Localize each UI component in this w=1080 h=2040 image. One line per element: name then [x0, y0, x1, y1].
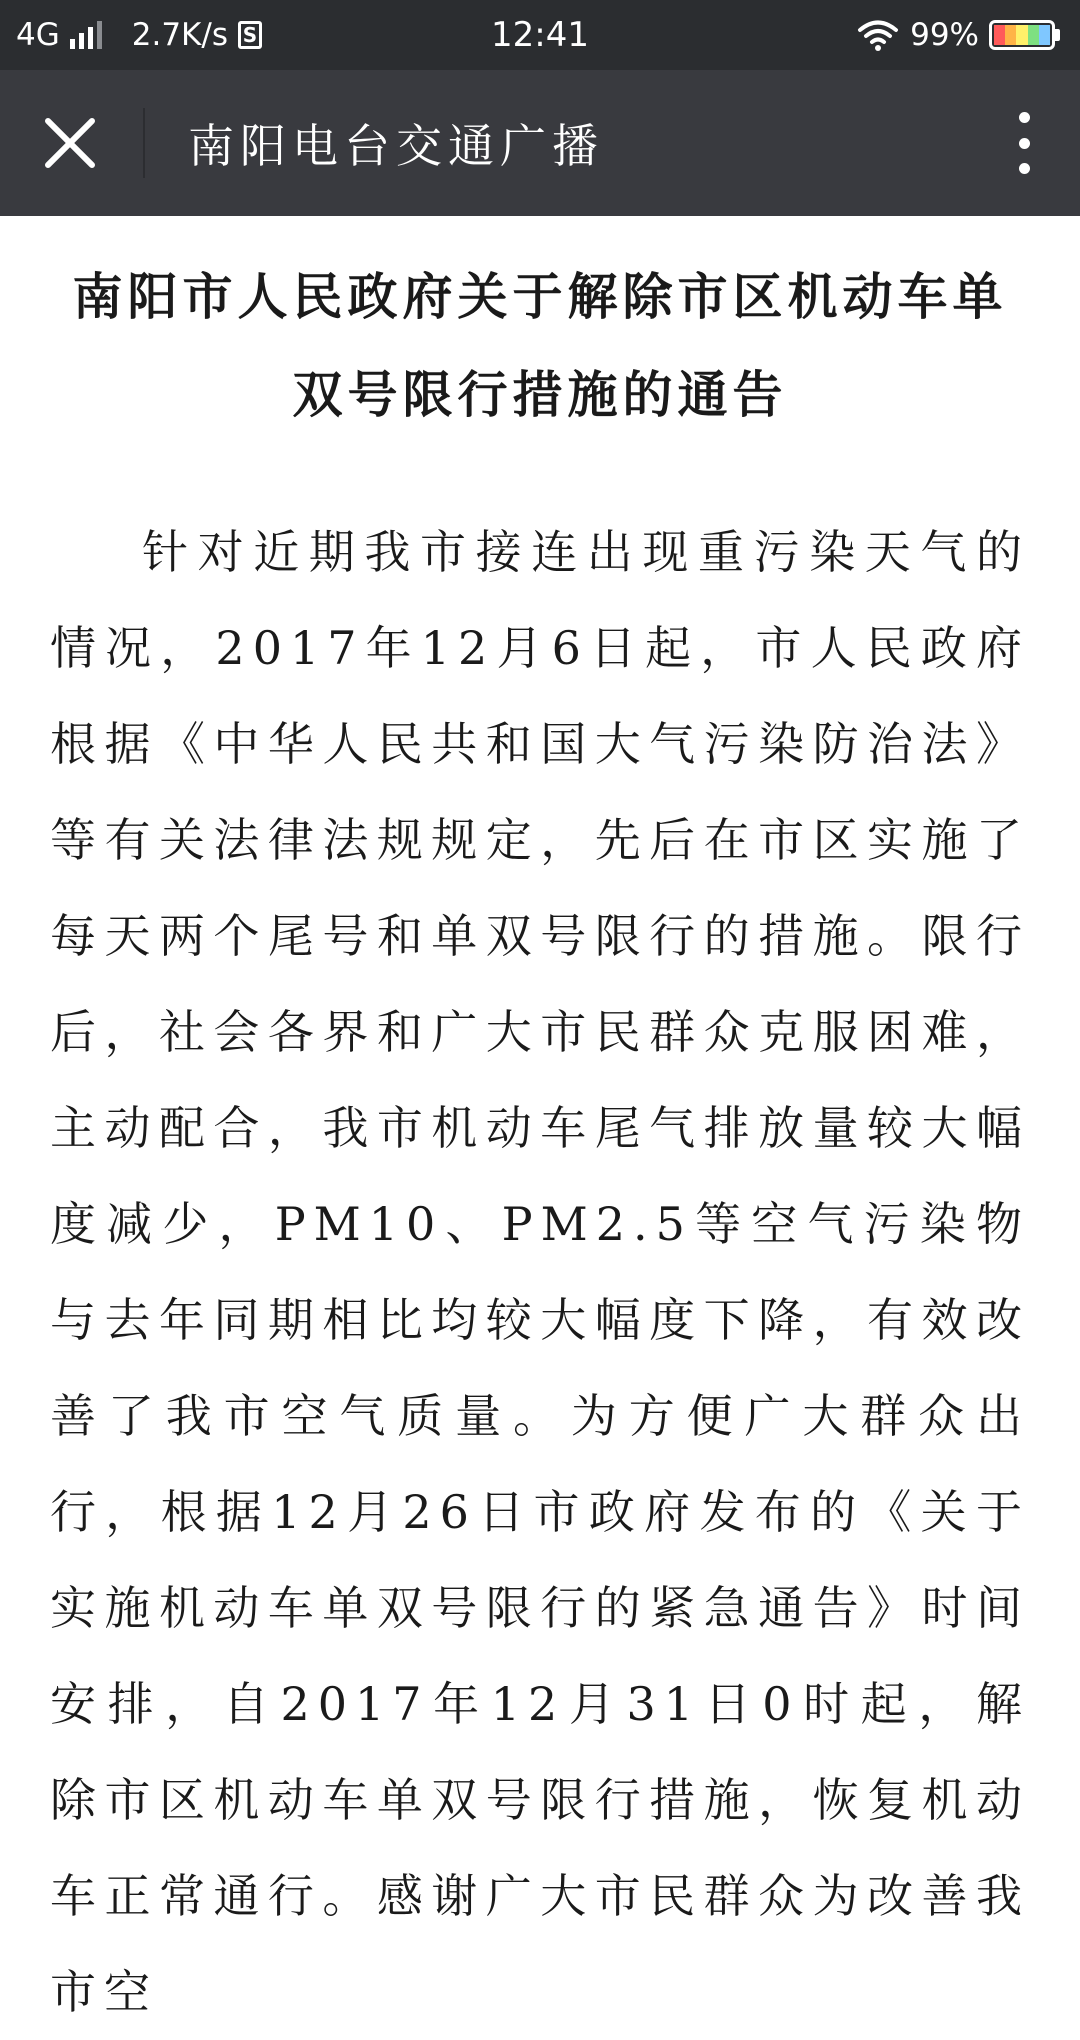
wifi-icon: [858, 19, 898, 51]
more-vertical-icon: [1019, 112, 1030, 123]
signal-icon: [70, 21, 106, 49]
nav-divider: [143, 108, 145, 178]
close-button[interactable]: [42, 115, 98, 171]
clock: 12:41: [491, 15, 589, 55]
nav-bar: [0, 70, 1080, 216]
battery-icon: [989, 20, 1060, 50]
status-left: [16, 0, 262, 70]
sim-icon: S: [238, 21, 262, 49]
page-title: 南阳电台交通广播: [188, 119, 604, 173]
article-body: 针对近期我市接连出现重污染天气的情况，2017年12月6日起，市人民政府根据《中华人民共和国大气污染防治法》等有关法律法规规定，先后在市区实施了每天两个尾号和单双号限行的措施。限行后，社会各界和广大市民群众克服困难，主动配合，我市机动车尾气排放量较大幅度减少，PM10、PM2.5等空气污染物与去年同期相比均较大幅度下降，有效改善了我市空气质量。为方便广大群众出行，根据12月26日市政府发布的《关于实施机动车单双号限行的紧急通告》时间安排，自2017年12月31日0时起，解除市区机动车单双号限行措施，恢复机动车正常通行。感谢广大市民群众为改善我市空: [50, 525, 1030, 2019]
article-content: [0, 216, 1080, 2040]
close-icon: [42, 115, 98, 171]
article-title: 南阳市人民政府关于解除市区机动车单双号限行措施的通告: [72, 267, 1008, 424]
status-right: [858, 0, 1060, 70]
more-button[interactable]: [1014, 112, 1034, 174]
status-bar: [0, 0, 1080, 70]
network-speed: 2.7K/s: [131, 17, 228, 53]
network-type: 4G: [16, 17, 60, 53]
battery-percent: 99%: [910, 17, 979, 53]
